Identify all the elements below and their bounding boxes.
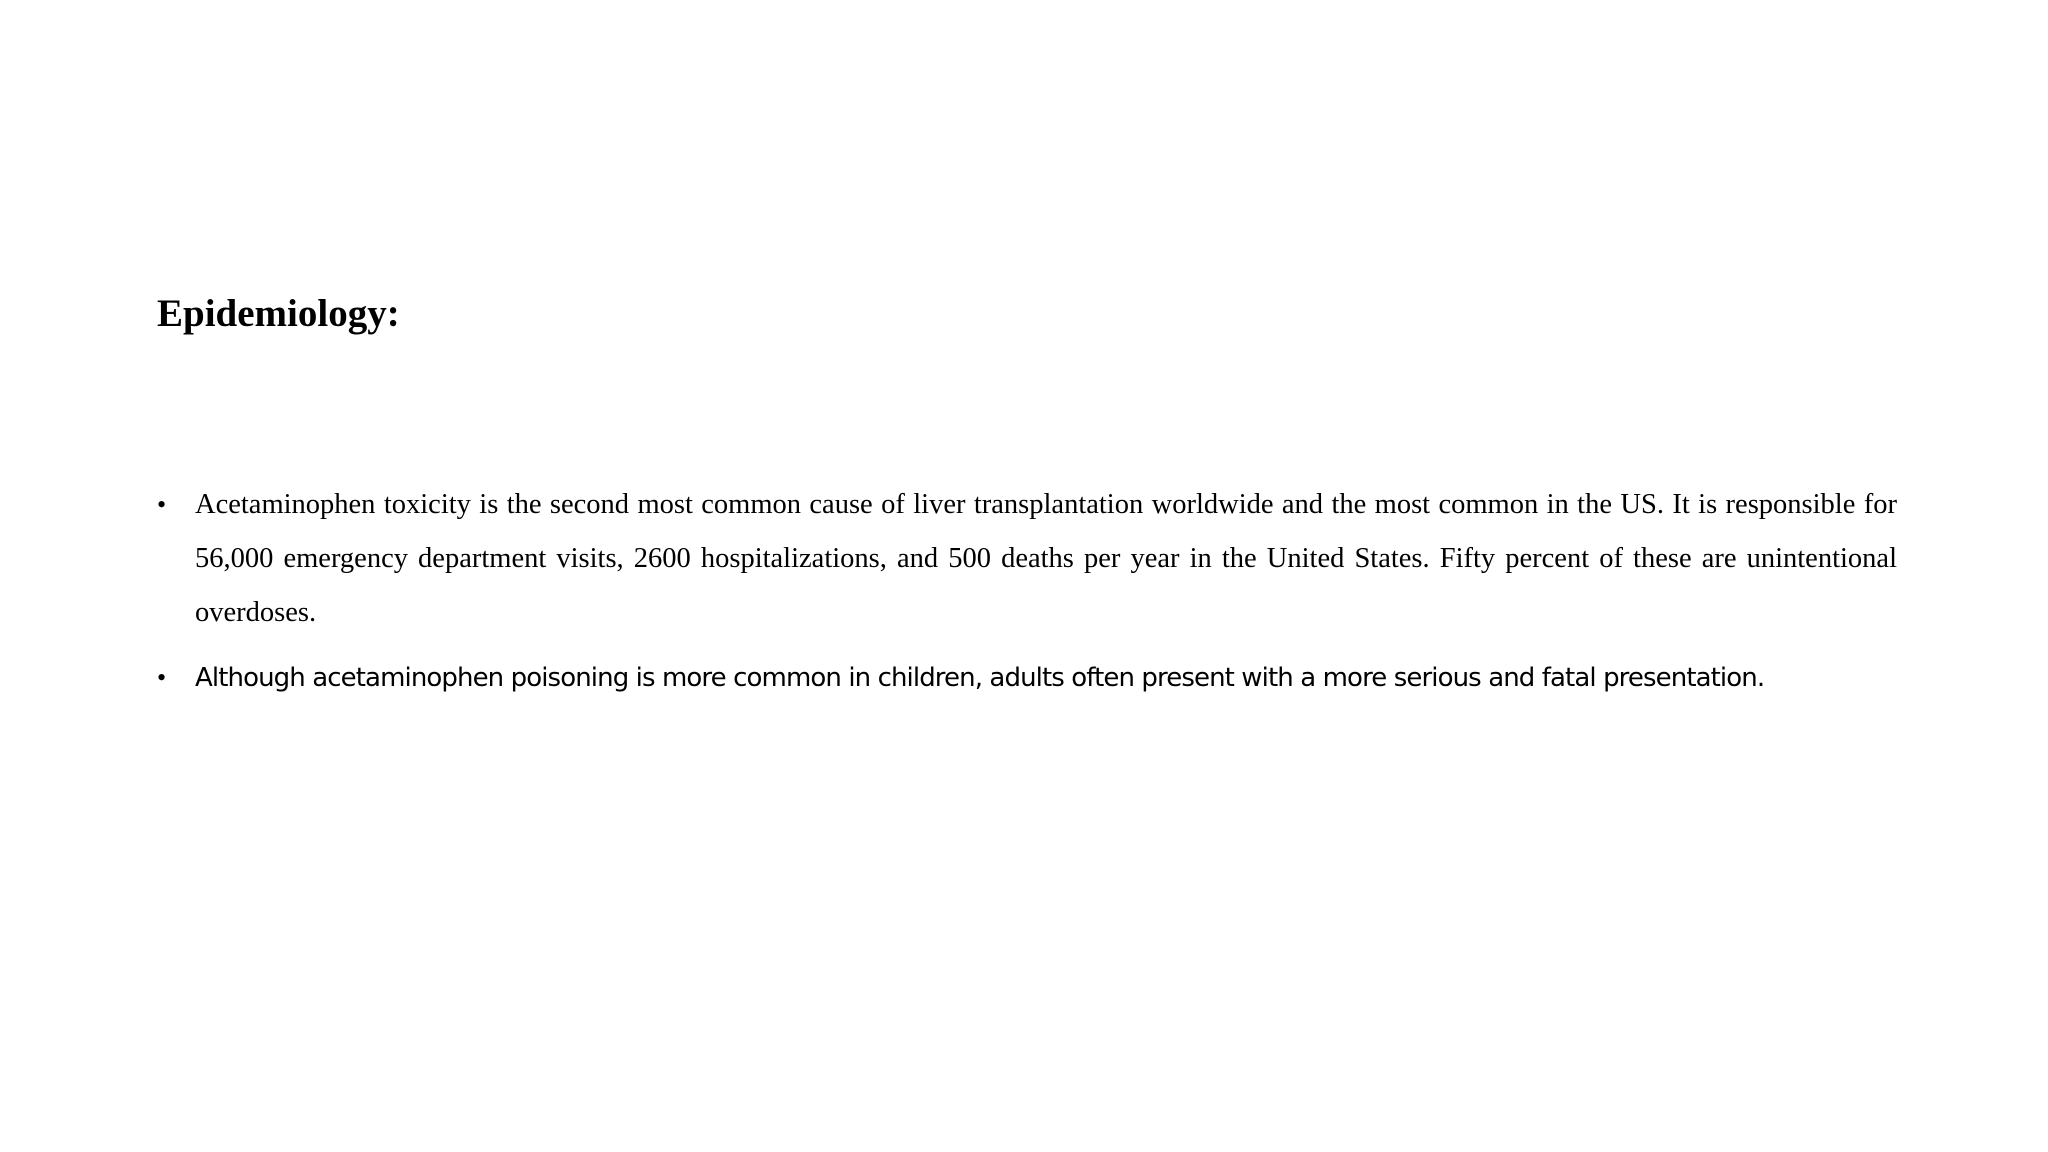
bullet-item — [157, 660, 1897, 696]
bullet-marker: • — [157, 490, 167, 519]
bullet-text: Although acetaminophen poisoning is more common in children, adults often present with a more serious and fatal presentation. — [195, 663, 1765, 693]
bullet-list — [157, 478, 1897, 696]
bullet-item — [157, 478, 1897, 640]
bullet-text: Acetaminophen toxicity is the second most common cause of liver transplantation worldwide and the most common in the US. It is responsible for 56,000 emergency department visits, 2600 hospitalizations, and 500 deaths per year in the United States. Fifty percent of these are unintentional overdoses. — [195, 489, 1897, 628]
slide-heading: Epidemiology: — [157, 292, 400, 335]
bullet-marker: • — [157, 663, 167, 692]
